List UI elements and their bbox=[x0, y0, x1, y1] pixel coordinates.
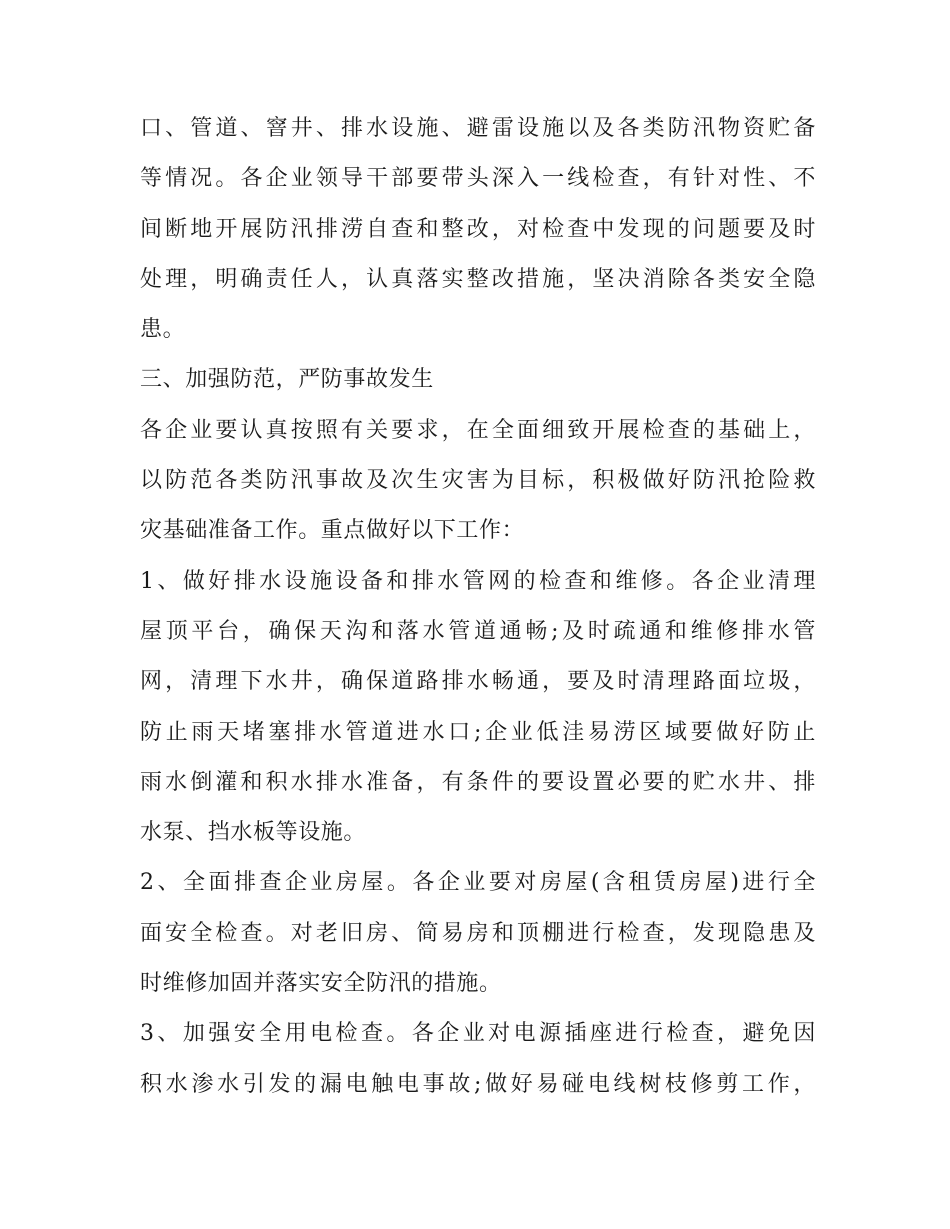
text-line: 时维修加固并落实安全防汛的措施。 bbox=[140, 971, 502, 997]
text-line: 等情况。各企业领导干部要带头深入一线检查，有针对性、不 bbox=[140, 166, 816, 192]
text-line: 积水渗水引发的漏电触电事故;做好易碰电线树枝修剪工作， bbox=[140, 1071, 816, 1097]
text-line: 防止雨天堵塞排水管道进水口;企业低洼易涝区域要做好防止 bbox=[140, 719, 816, 745]
text-line: 屋顶平台，确保天沟和落水管道通畅;及时疏通和维修排水管 bbox=[140, 618, 816, 644]
text-line: 2、全面排查企业房屋。各企业要对房屋(含租赁房屋)进行全 bbox=[140, 870, 816, 896]
text-line: 口、管道、窨井、排水设施、避雷设施以及各类防汛物资贮备 bbox=[140, 116, 816, 141]
document-body bbox=[140, 104, 816, 1110]
text-line: 水泵、挡水板等设施。 bbox=[140, 820, 367, 846]
text-line: 网，清理下水井，确保道路排水畅通，要及时清理路面垃圾， bbox=[140, 669, 816, 695]
text-line: 患。 bbox=[140, 317, 186, 343]
text-line: 面安全检查。对老旧房、简易房和顶棚进行检查，发现隐患及 bbox=[140, 920, 816, 946]
text-line: 3、加强安全用电检查。各企业对电源插座进行检查，避免因 bbox=[140, 1021, 816, 1047]
section-heading: 三、加强防范，严防事故发生 bbox=[140, 367, 434, 393]
text-line: 雨水倒灌和积水排水准备，有条件的要设置必要的贮水井、排 bbox=[140, 769, 816, 795]
text-line: 各企业要认真按照有关要求，在全面细致开展检查的基础上， bbox=[140, 417, 816, 443]
text-line: 间断地开展防汛排涝自查和整改，对检查中发现的问题要及时 bbox=[140, 216, 816, 242]
text-line: 以防范各类防汛事故及次生灾害为目标，积极做好防汛抢险救 bbox=[140, 468, 816, 494]
text-line: 1、做好排水设施设备和排水管网的检查和维修。各企业清理 bbox=[140, 568, 816, 594]
text-line: 处理，明确责任人，认真落实整改措施，坚决消除各类安全隐 bbox=[140, 266, 816, 292]
text-line: 灾基础准备工作。重点做好以下工作： bbox=[140, 518, 525, 544]
